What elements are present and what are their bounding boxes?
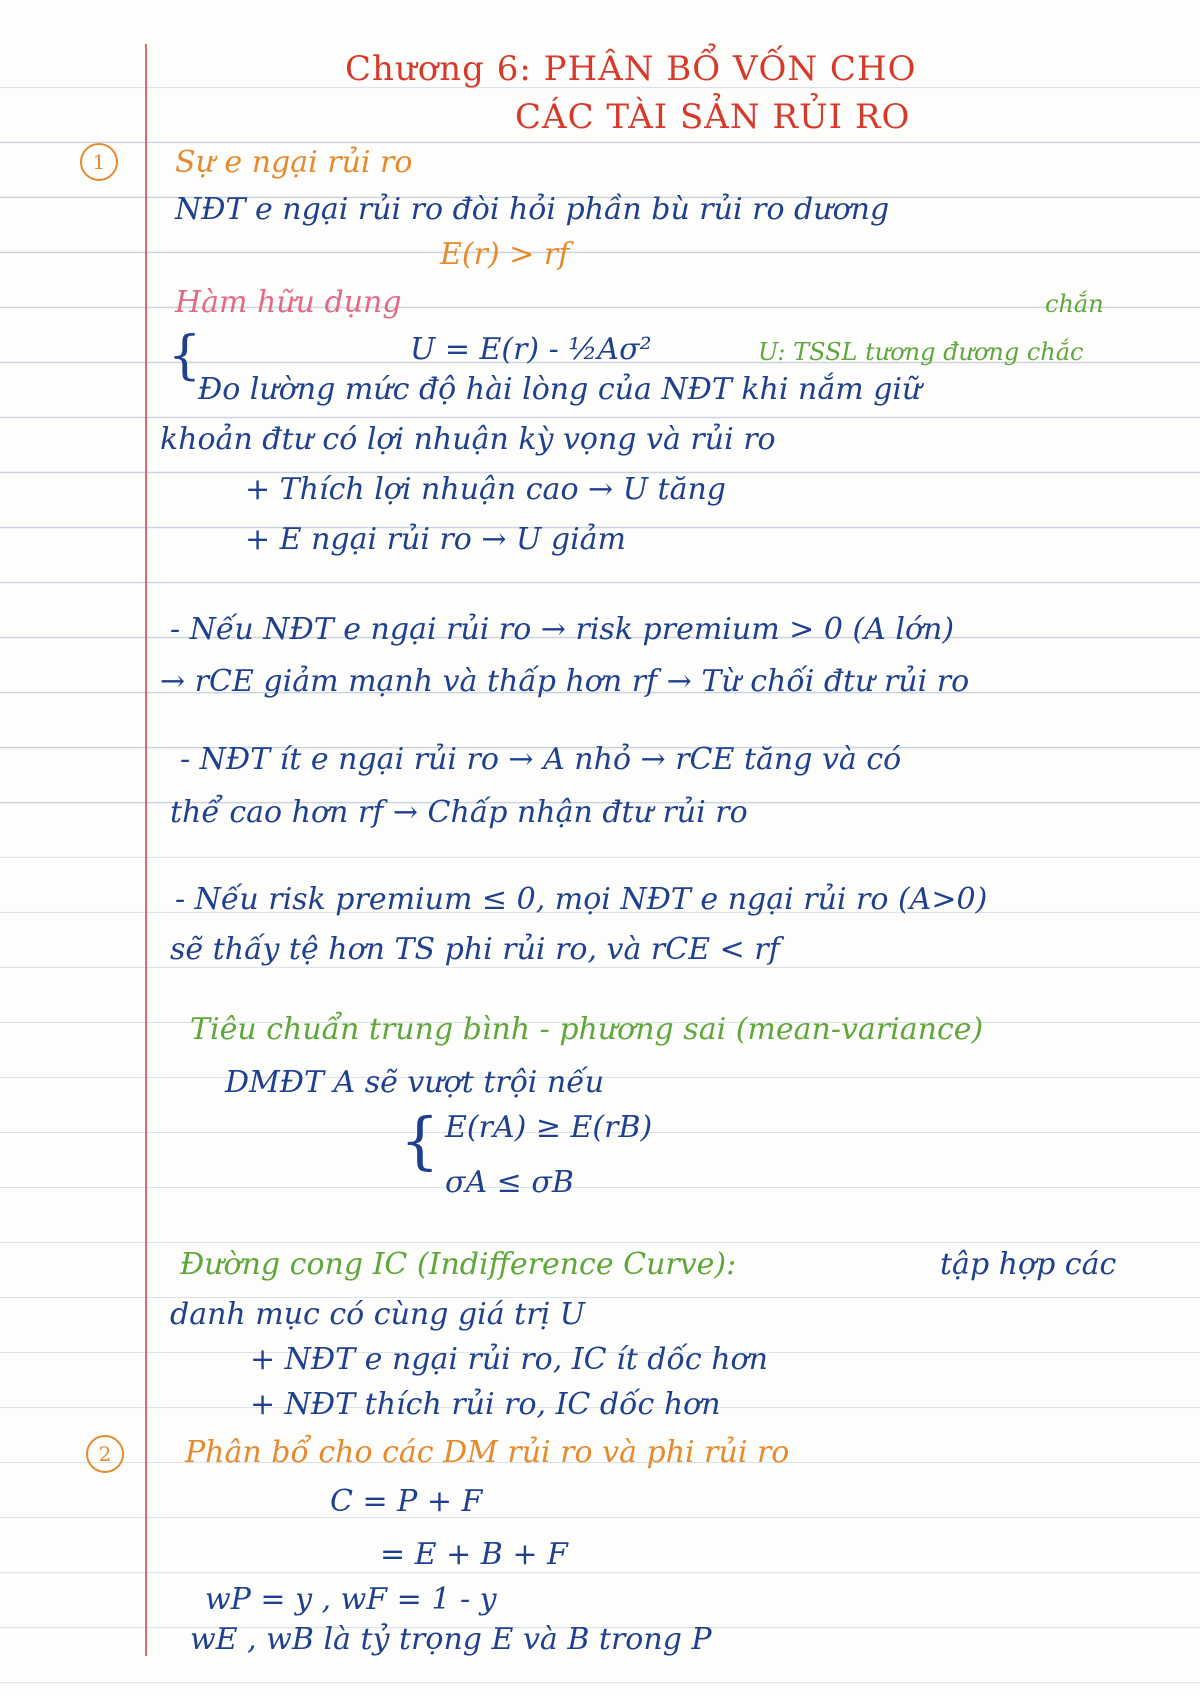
ic-heading: Đường cong IC (Indifference Curve): xyxy=(180,1247,737,1282)
utility-formula: U = E(r) - ½Aσ² xyxy=(410,332,652,367)
meanvar-heading: Tiêu chuẩn trung bình - phương sai (mean-variance) xyxy=(190,1012,984,1047)
section2-eq2: = E + B + F xyxy=(380,1537,568,1572)
section-number-1: 1 xyxy=(80,143,118,181)
page-title: Chương 6: PHÂN BỔ VỐN CHO xyxy=(345,49,917,89)
utility-note: U: TSSL tương đương chắc xyxy=(758,338,1084,366)
point3-line1: - Nếu risk premium ≤ 0, mọi NĐT e ngại rủi ro (A>0) xyxy=(175,882,988,917)
ic-line1: danh mục có cùng giá trị U xyxy=(170,1297,585,1332)
utility-heading: Hàm hữu dụng xyxy=(175,285,402,320)
point1-line2: → rCE giảm mạnh và thấp hơn rf → Từ chối đtư rủi ro xyxy=(160,664,970,699)
point3-line2: sẽ thấy tệ hơn TS phi rủi ro, và rCE < rf xyxy=(170,932,780,967)
section1-line1: NĐT e ngại rủi ro đòi hỏi phần bù rủi ro dương xyxy=(175,192,890,227)
utility-brace: { xyxy=(168,326,202,386)
ic-bullet2: + NĐT thích rủi ro, IC dốc hơn xyxy=(250,1387,721,1422)
point2-line2: thể cao hơn rf → Chấp nhận đtư rủi ro xyxy=(170,795,748,830)
point1-line1: - Nếu NĐT e ngại rủi ro → risk premium > 0 (A lớn) xyxy=(170,612,955,647)
section-number-2: 2 xyxy=(86,1435,124,1473)
meanvar-line1: DMĐT A sẽ vượt trội nếu xyxy=(225,1065,605,1100)
utility-desc2: khoản đtư có lợi nhuận kỳ vọng và rủi ro xyxy=(160,422,776,457)
section2-heading: Phân bổ cho các DM rủi ro và phi rủi ro xyxy=(185,1435,790,1470)
section1-heading: Sự e ngại rủi ro xyxy=(175,145,413,180)
section2-weights: wP = y , wF = 1 - y xyxy=(205,1582,497,1617)
utility-bullet1: + Thích lợi nhuận cao → U tăng xyxy=(245,472,726,507)
section1-formula: E(r) > rf xyxy=(440,237,570,272)
utility-chan: chắn xyxy=(1045,290,1104,318)
page-title-line2: CÁC TÀI SẢN RỦI RO xyxy=(515,97,911,137)
ic-heading-tail: tập hợp các xyxy=(940,1247,1117,1282)
meanvar-cond1: E(rA) ≥ E(rB) xyxy=(445,1110,653,1145)
ic-bullet1: + NĐT e ngại rủi ro, IC ít dốc hơn xyxy=(250,1342,768,1377)
utility-bullet2: + E ngại rủi ro → U giảm xyxy=(245,522,627,557)
meanvar-brace: { xyxy=(400,1104,440,1177)
utility-desc1: Đo lường mức độ hài lòng của NĐT khi nắm giữ xyxy=(198,372,922,407)
section2-eq1: C = P + F xyxy=(330,1484,483,1519)
section2-weights2: wE , wB là tỷ trọng E và B trong P xyxy=(190,1622,712,1657)
point2-line1: - NĐT ít e ngại rủi ro → A nhỏ → rCE tăng và có xyxy=(180,742,902,777)
meanvar-cond2: σA ≤ σB xyxy=(445,1165,574,1200)
margin-line xyxy=(145,44,147,1656)
